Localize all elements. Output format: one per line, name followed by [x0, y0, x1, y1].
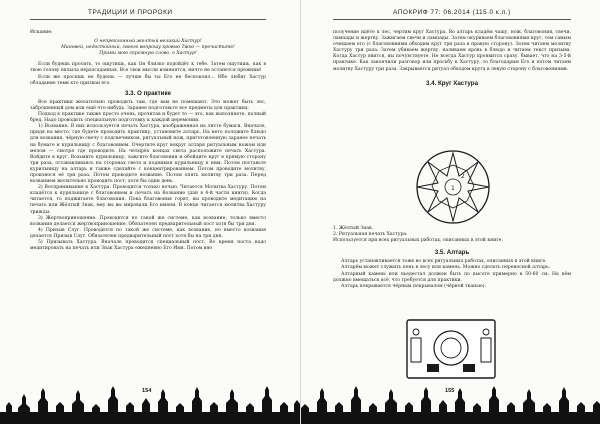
left-running-header: ТРАДИЦИИ И ПРОРОКИ [88, 9, 173, 16]
altar-figure [405, 318, 497, 380]
left-page-number: 154 [142, 388, 152, 394]
list-item-summon-hastur: 5) Призывать Хастура. Вначале проводится специальный пост. Во время поста надо медитировать на печать или Знак Хастура ежедневно Его Имя. Потом вно [30, 240, 266, 252]
hastur-circle-figure [411, 148, 495, 226]
right-text-column-bottom [333, 226, 571, 290]
section-heading-altar: 3.5. Алтарь [434, 249, 470, 257]
legend-item: 2. Ритуальная печать Хастура. [333, 232, 408, 238]
list-item-sacrifice: 3) Жертвоприношение. Проводится по такой же системе, как возвание, только вместо возвания делается жертвоприношение. Обязателен предварительный пост хотя бы три дня. [30, 215, 266, 227]
intro-label: Искание: [30, 30, 53, 35]
paragraph: Алтарь покрывается чёрным покрывалом (чёрной тканью). [341, 283, 486, 289]
paragraph: Все практики желательно проводить там, где вам не помешают. Это может быть лес, заброшенный дом или ещё что-нибудь. Заранее подготовьте все предметы для практики. [30, 99, 266, 111]
left-text-column [30, 30, 266, 252]
left-header-rule [30, 19, 266, 20]
city-silhouette-left [0, 384, 300, 424]
right-page [300, 0, 600, 424]
poem-line-3: Прими мою скромную слово, о Хастур! [99, 51, 197, 57]
paragraph: Алтарём может служить пень в лесу или камень. Можно сделать переносной алтарь. [341, 265, 551, 271]
poem-line-2: Миновей, недостойный, своего вопрошу кровью Твою — прочистите! [61, 45, 235, 51]
list-item-invocation: 1) Возвание. В них используется печать Хастура, изображенная на листе бумаги. Вначале, придя на место, где будете проводить практику, установите алтарь. На него положите блюдо для возвания, чёрную свечу с подсвечником, ритуальный нож, приготовленную заранее печать на бумаге и курильницу с благовонием. Очертите круг вокруг алтаря ритуальным ножом или мелом — смотря где проводите. На четырёх концах света расположите печать Хастура. Войдите в круг. Возьмите курильницу, зажгите благовония и обойдите круг в прямую сторону три раза, останавливаясь на сторонах света и поднимая курильницу к ним. Потом поставьте курильницу на алтарь и также сделайте с концентрированием. Потом проводите молитву, произнося её три раза. Потом проводите возвание. Потом опять молитву три раза. Перед возванием желательно проводить пост, хотя бы один день. [30, 124, 266, 185]
figure-label-2: 2 [461, 173, 465, 180]
right-running-header: АПОКРИФ 77: 06.2014 (115.0 к.л.) [393, 9, 511, 16]
paragraph: Алтарь устанавливается тоже во всех ритуальных работах, описанных в этой книге. [341, 259, 547, 265]
city-silhouette-right [301, 384, 600, 424]
list-item-summon-servants: 4) Призыв Слуг. Проводится по такой же системе, как возвание, но вместо возвания делается Призыв Слуг. Обязателен предварительный пост хотя бы на три дня. [30, 227, 266, 239]
legend-note: Используется при всех ритуальных работах, описанных в этой книге. [333, 238, 503, 244]
section-heading-circle: 3.4. Круг Хастура [425, 79, 479, 87]
right-header-rule [333, 19, 571, 20]
right-text-column-top [333, 30, 571, 90]
figure-label-1: 1 [451, 185, 455, 192]
section-heading-practice: 3.3. О практике [125, 89, 171, 97]
list-item-perception: 2) Воспринимание к Хастура. Проводится только ночью. Читается Молитва Хастуру. Потом кладётся к курильнице с благовонием и печать на Возвание (дан в 4-й части книги). Когда читается, то поджигаете благовония. Пока благовония горят, вы проводите медитацию на печать или Жёлтый Знак, ему вы вы мировали Его имени. В конце читается молитва Хастуру трижды. [30, 185, 266, 215]
paragraph: Подход к практике также просто очень, прочитав и будет то — это, как выполняете, полный бред. Надо проводить специальную подготовку к каждой церемонии. [30, 112, 266, 124]
paragraph: Если будешь просить, то ощутишь, как Он близко подойдёт к тебе. Затем ощутишь, как в твою голову вплыла неразгаданная. Все твои мысли изменятся, ничто не останется прежним! [30, 62, 266, 74]
paragraph: Алтарный камень или пьедестал должен быть по высоте примерно в 50-60 см. На нём должно вмещаться всё, что требуется для практики. [333, 271, 571, 283]
paragraph: получение идёте к лес, чертим круг Хастура. Во алтарь кладём чашу, нож, благовония, свечи, лампады и жертву. Зажигаем свечи и лампады. Затем окуриваем благовониями круг, тем самым очищаем его (с благовониями обходим круг три раза в правую сторону). Затем читаем молитву Хастуру три раза. Затем убиваем жертву, наливаем кровь в блюдо и читаем текст призыва. Когда Хастур явится, вы почувствуете. Не всегда Хастур проявится сразу, бывает, что на 3-5-й практике. Как закончили разговор или просьбу к Хастуру, то благодарим Его и потом читаем молитву Хастуру три раза. Закрывается ритуал обходом круга в левую сторону с благовониями. [333, 30, 571, 72]
paragraph: Если же просишь не будешь — лучше бы ты Его не беспокоил... Ибо любит Хастур обладание теми кто призван его. [30, 74, 266, 86]
poem-line-1: О непреклонный желтый великий Хастур! [94, 39, 202, 45]
right-page-number: 155 [445, 388, 455, 394]
legend-item: 1. Жёлтый Знак. [333, 226, 374, 231]
